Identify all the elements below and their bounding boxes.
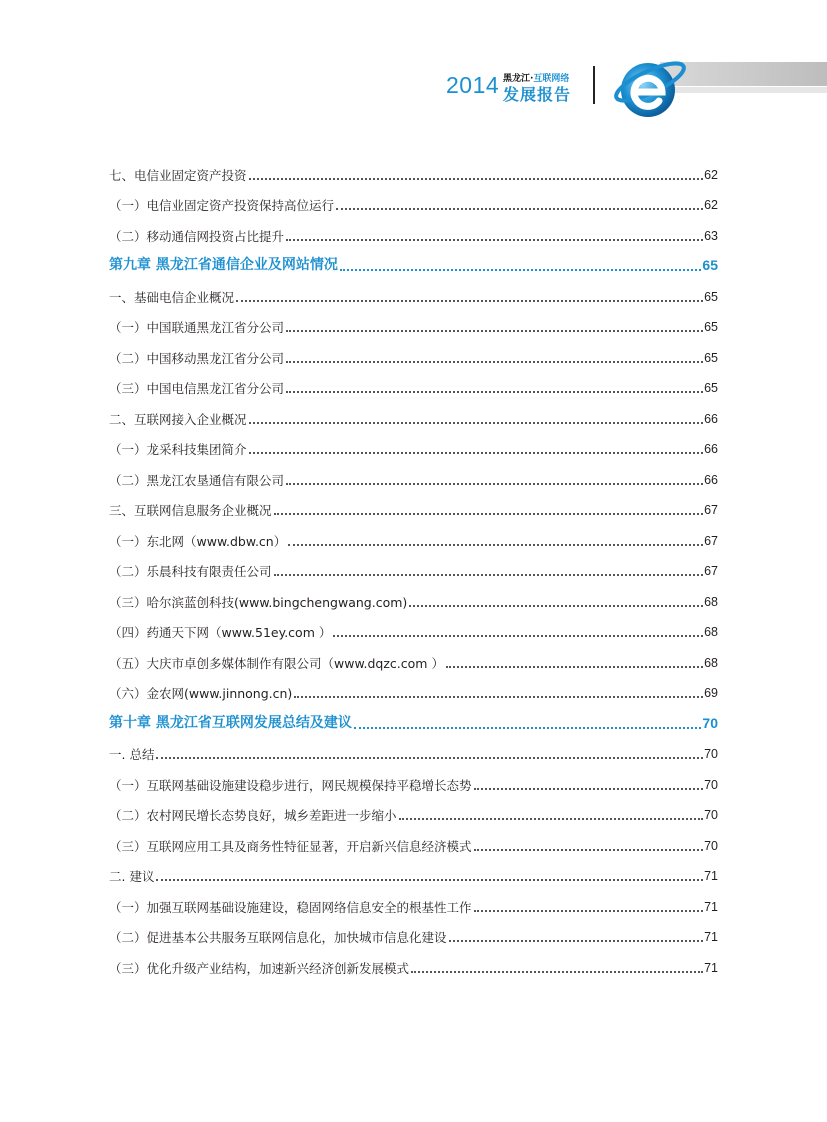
toc-entry-title: （二）促进基本公共服务互联网信息化，加快城市信息化建设 [109, 930, 447, 945]
report-title: 发展报告 [503, 85, 572, 104]
toc-entry-title: 三、互联网信息服务企业概况 [109, 503, 272, 518]
toc-page-number: 66 [704, 472, 718, 487]
toc-entry-title: （一）中国联通黑龙江省分公司 [109, 320, 285, 335]
table-of-contents [109, 152, 718, 976]
toc-entry-title: （二）移动通信网投资占比提升 [109, 228, 285, 244]
toc-entry-title: （二）农村网民增长态势良好，城乡差距进一步缩小 [109, 808, 397, 823]
toc-entry-title: 一、基础电信企业概况 [109, 289, 235, 305]
toc-page-number: 67 [704, 503, 718, 517]
toc-dot-leader [333, 635, 703, 637]
toc-entry[interactable] [109, 762, 718, 793]
report-subtitle-left: 黑龙江· [503, 74, 534, 84]
toc-page-number: 65 [704, 320, 718, 334]
toc-page-number: 71 [704, 930, 718, 944]
toc-entry-title: （一）东北网（www.dbw.cn） [109, 533, 287, 549]
toc-entry[interactable] [109, 823, 718, 854]
toc-dot-leader [474, 910, 704, 912]
toc-chapter-entry[interactable] [109, 701, 718, 732]
toc-dot-leader [286, 391, 703, 393]
toc-dot-leader [236, 300, 703, 302]
toc-entry-title: 七、电信业固定资产投资 [109, 167, 247, 183]
toc-dot-leader [474, 788, 704, 790]
report-year: 2014 [446, 72, 500, 98]
toc-page-number: 63 [704, 228, 718, 243]
toc-page-number: 65 [704, 289, 718, 304]
toc-entry-title: （六）金农网(www.jinnong.cn) [109, 686, 293, 701]
toc-entry[interactable] [109, 671, 718, 702]
toc-page-number: 70 [704, 747, 718, 761]
toc-entry-title: （三）哈尔滨蓝创科技(www.bingchengwang.com) [109, 594, 408, 610]
toc-dot-leader [249, 422, 704, 424]
toc-page-number: 62 [704, 198, 718, 212]
toc-entry[interactable] [109, 305, 718, 336]
toc-dot-leader [288, 544, 703, 546]
toc-entry-title: （一）电信业固定资产投资保持高位运行 [109, 198, 335, 213]
toc-entry-title: 第十章 黑龙江省互联网发展总结及建议 [109, 714, 352, 731]
toc-entry-title: 一. 总结 [109, 747, 155, 762]
toc-page-number: 71 [704, 869, 718, 883]
toc-page-number: 65 [702, 257, 718, 274]
toc-page-number: 70 [702, 714, 718, 731]
toc-page-number: 70 [704, 808, 718, 822]
toc-entry-title: （四）药通天下网（www.51ey.com ） [109, 625, 332, 640]
toc-entry-title: 二、互联网接入企业概况 [109, 411, 247, 427]
toc-dot-leader [399, 818, 704, 820]
toc-dot-leader [286, 483, 703, 485]
toc-dot-leader [286, 239, 703, 241]
toc-chapter-entry[interactable] [109, 244, 718, 275]
toc-entry[interactable] [109, 396, 718, 427]
toc-page-number: 70 [704, 777, 718, 792]
toc-entry-title: 第九章 黑龙江省通信企业及网站情况 [109, 257, 338, 274]
toc-page-number: 68 [704, 594, 718, 609]
toc-dot-leader [354, 727, 702, 729]
toc-page-number: 71 [704, 960, 718, 975]
toc-dot-leader [249, 452, 704, 454]
toc-entry[interactable] [109, 457, 718, 488]
toc-page-number: 62 [704, 167, 718, 182]
toc-entry[interactable] [109, 915, 718, 946]
toc-entry[interactable] [109, 945, 718, 976]
toc-entry-title: （一）龙采科技集团简介 [109, 442, 247, 457]
toc-dot-leader [340, 269, 702, 271]
toc-dot-leader [411, 971, 703, 973]
toc-entry[interactable] [109, 213, 718, 244]
toc-entry[interactable] [109, 579, 718, 610]
toc-entry-title: （二）黑龙江农垦通信有限公司 [109, 472, 285, 488]
toc-dot-leader [449, 940, 704, 942]
e-globe-icon [612, 52, 692, 122]
toc-entry-title: （二）中国移动黑龙江省分公司 [109, 350, 285, 366]
toc-page-number: 69 [704, 686, 718, 700]
toc-page-number: 66 [704, 442, 718, 456]
toc-entry-title: （三）互联网应用工具及商务性特征显著，开启新兴信息经济模式 [109, 838, 472, 854]
toc-dot-leader [156, 757, 703, 759]
toc-entry-title: （五）大庆市卓创多媒体制作有限公司（www.dqzc.com ） [109, 655, 444, 671]
report-subtitle-right: 互联网络 [533, 74, 570, 84]
toc-dot-leader [249, 178, 704, 180]
toc-dot-leader [409, 605, 703, 607]
toc-page-number: 68 [704, 625, 718, 639]
toc-entry[interactable] [109, 488, 718, 519]
toc-entry[interactable] [109, 427, 718, 458]
toc-entry-title: （三）优化升级产业结构，加速新兴经济创新发展模式 [109, 960, 410, 976]
toc-dot-leader [286, 361, 703, 363]
toc-entry-title: （三）中国电信黑龙江省分公司 [109, 381, 285, 396]
toc-page-number: 65 [704, 350, 718, 365]
toc-page-number: 65 [704, 381, 718, 395]
header-divider [593, 66, 595, 104]
toc-entry[interactable] [109, 152, 718, 183]
toc-dot-leader [336, 208, 703, 210]
toc-dot-leader [274, 574, 704, 576]
toc-page-number: 67 [704, 533, 718, 548]
toc-entry-title: （一）加强互联网基础设施建设，稳固网络信息安全的根基性工作 [109, 899, 472, 915]
toc-entry-title: 二. 建议 [109, 869, 155, 884]
toc-page-number: 67 [704, 564, 718, 578]
toc-dot-leader [474, 849, 704, 851]
toc-entry[interactable] [109, 366, 718, 397]
toc-entry[interactable] [109, 793, 718, 824]
toc-entry[interactable] [109, 884, 718, 915]
toc-entry-title: （一）互联网基础设施建设稳步进行，网民规模保持平稳增长态势 [109, 777, 472, 793]
toc-entry[interactable] [109, 854, 718, 885]
toc-dot-leader [294, 696, 703, 698]
toc-entry[interactable] [109, 518, 718, 549]
toc-dot-leader [156, 879, 703, 881]
toc-page-number: 66 [704, 411, 718, 426]
toc-dot-leader [274, 513, 704, 515]
toc-entry[interactable] [109, 274, 718, 305]
toc-entry[interactable] [109, 183, 718, 214]
page-header [0, 0, 827, 130]
toc-entry[interactable] [109, 610, 718, 641]
toc-entry[interactable] [109, 640, 718, 671]
toc-entry[interactable] [109, 335, 718, 366]
toc-dot-leader [446, 666, 703, 668]
toc-entry[interactable] [109, 549, 718, 580]
toc-dot-leader [286, 330, 703, 332]
toc-page-number: 70 [704, 838, 718, 853]
toc-page-number: 71 [704, 899, 718, 914]
toc-page-number: 68 [704, 655, 718, 670]
toc-entry-title: （二）乐晨科技有限责任公司 [109, 564, 272, 579]
toc-entry[interactable] [109, 732, 718, 763]
